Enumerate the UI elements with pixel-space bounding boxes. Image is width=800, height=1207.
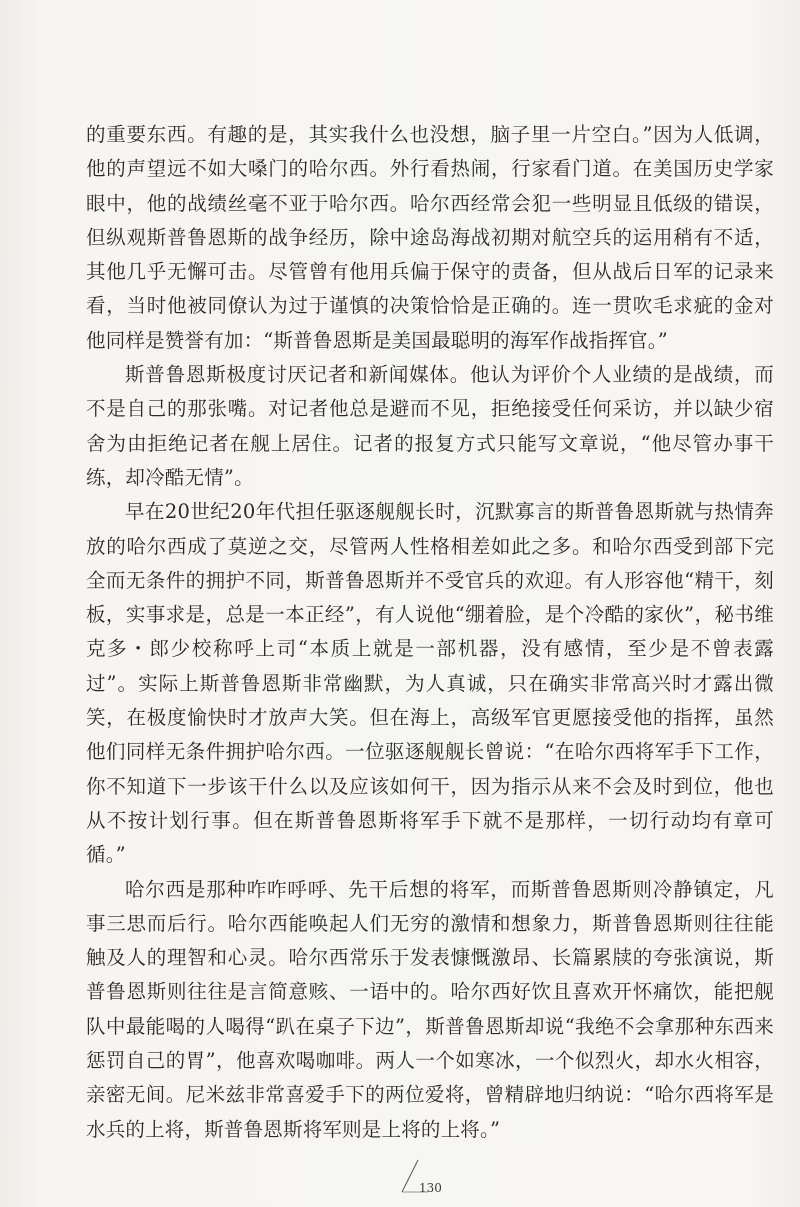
page-footer [380, 1150, 460, 1200]
paragraph-1: 的重要东西。有趣的是，其实我什么也没想，脑子里一片空白。”因为人低调，他的声望远不如大嗓门的哈尔西。外行看热闹，行家看门道。在美国历史学家眼中，他的战绩丝毫不亚于哈尔西。哈尔西经常会犯一些明显且低级的错误，但纵观斯普鲁恩斯的战争经历，除中途岛海战初期对航空兵的运用稍有不适，其他几乎无懈可击。尽管曾有他用兵偏于保守的责备，但从战后日军的记录来看，当时他被同僚认为过于谨慎的决策恰恰是正确的。连一贯吹毛求疵的金对他同样是赞誉有加：“斯普鲁恩斯是美国最聪明的海军作战指挥官。” [86, 123, 774, 352]
paragraph-2: 斯普鲁恩斯极度讨厌记者和新闻媒体。他认为评价个人业绩的是战绩，而不是自己的那张嘴。对记者他总是避而不见，拒绝接受任何采访，并以缺少宿舍为由拒绝记者在舰上居住。记者的报复方式只能写文章说，“他尽管办事干练，却冷酷无情”。 [86, 363, 774, 489]
paragraph-4: 哈尔西是那种咋咋呼呼、先干后想的将军，而斯普鲁恩斯则冷静镇定，凡事三思而后行。哈尔西能唤起人们无穷的激情和想象力，斯普鲁恩斯则往往能触及人的理智和心灵。哈尔西常乐于发表慷慨激昂、长篇累牍的夸张演说，斯普鲁恩斯则往往是言简意赅、一语中的。哈尔西好饮且喜欢开怀痛饮，能把舰队中最能喝的人喝得“趴在桌子下边”，斯普鲁恩斯却说“我绝不会拿那种东西来惩罚自己的胃”，他喜欢喝咖啡。两人一个如寒冰，一个似烈火，却水火相容，亲密无间。尼米兹非常喜爱手下的两位爱将，曾精辟地归纳说：“哈尔西将军是水兵的上将，斯普鲁恩斯将军则是上将的上将。” [86, 877, 774, 1141]
paragraph-3: 早在20世纪20年代担任驱逐舰舰长时，沉默寡言的斯普鲁恩斯就与热情奔放的哈尔西成了莫逆之交，尽管两人性格相差如此之多。和哈尔西受到部下完全而无条件的拥护不同，斯普鲁恩斯并不受官兵的欢迎。有人形容他“精干，刻板，实事求是，总是一本正经”，有人说他“绷着脸，是个冷酷的家伙”，秘书维克多・郎少校称呼上司“本质上就是一部机器，没有感情，至少是不曾表露过”。实际上斯普鲁恩斯非常幽默，为人真诚，只在确实非常高兴时才露出微笑，在极度愉快时才放声大笑。但在海上，高级军官更愿接受他的指挥，虽然他们同样无条件拥护哈尔西。一位驱逐舰舰长曾说：“在哈尔西将军手下工作，你不知道下一步该干什么以及应该如何干，因为指示从来不会及时到位，他也从不按计划行事。但在斯普鲁恩斯将军手下就不是那样，一切行动均有章可循。” [86, 500, 774, 867]
page-number: 130 [419, 1181, 442, 1195]
body-text [86, 118, 774, 1147]
